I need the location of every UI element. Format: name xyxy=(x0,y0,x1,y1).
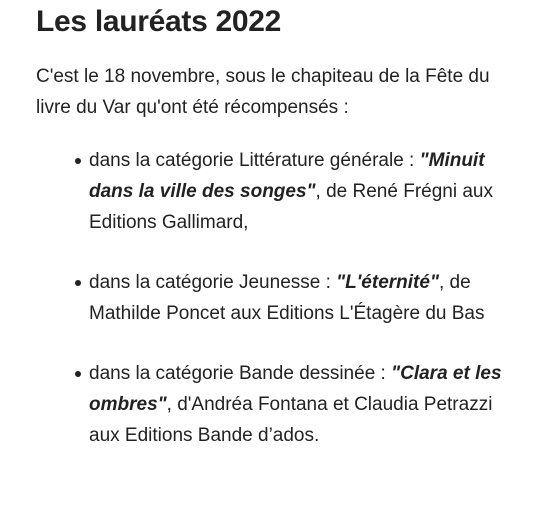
category-text: dans la catégorie Littérature générale : xyxy=(89,150,420,171)
list-item xyxy=(36,267,516,329)
bullet-icon xyxy=(75,280,81,286)
author-publisher-text: , de René Frégni aux Editions Gallimard, xyxy=(89,181,493,233)
section-heading: Les lauréats 2022 xyxy=(36,5,282,38)
category-text: dans la catégorie Jeunesse : xyxy=(89,272,337,293)
book-title: "Clara et les ombres" xyxy=(89,363,502,415)
author-publisher-text: , de Mathilde Poncet aux Editions L'Étagère du Bas xyxy=(89,272,485,324)
book-title: "Minuit dans la ville des songes" xyxy=(89,150,485,202)
category-text: dans la catégorie Bande dessinée : xyxy=(89,363,392,384)
list-item xyxy=(36,145,516,238)
bullet-icon xyxy=(75,158,81,164)
bullet-icon xyxy=(75,371,81,377)
author-publisher-text: , d'Andréa Fontana et Claudia Petrazzi aux Editions Bande d’ados. xyxy=(89,394,493,446)
laureates-list xyxy=(36,145,516,451)
article-content xyxy=(36,0,516,480)
list-item xyxy=(36,358,516,451)
intro-paragraph: C'est le 18 novembre, sous le chapiteau de la Fête du livre du Var qu'ont été récompensés : xyxy=(36,66,490,118)
book-title: "L'éternité" xyxy=(336,272,439,293)
